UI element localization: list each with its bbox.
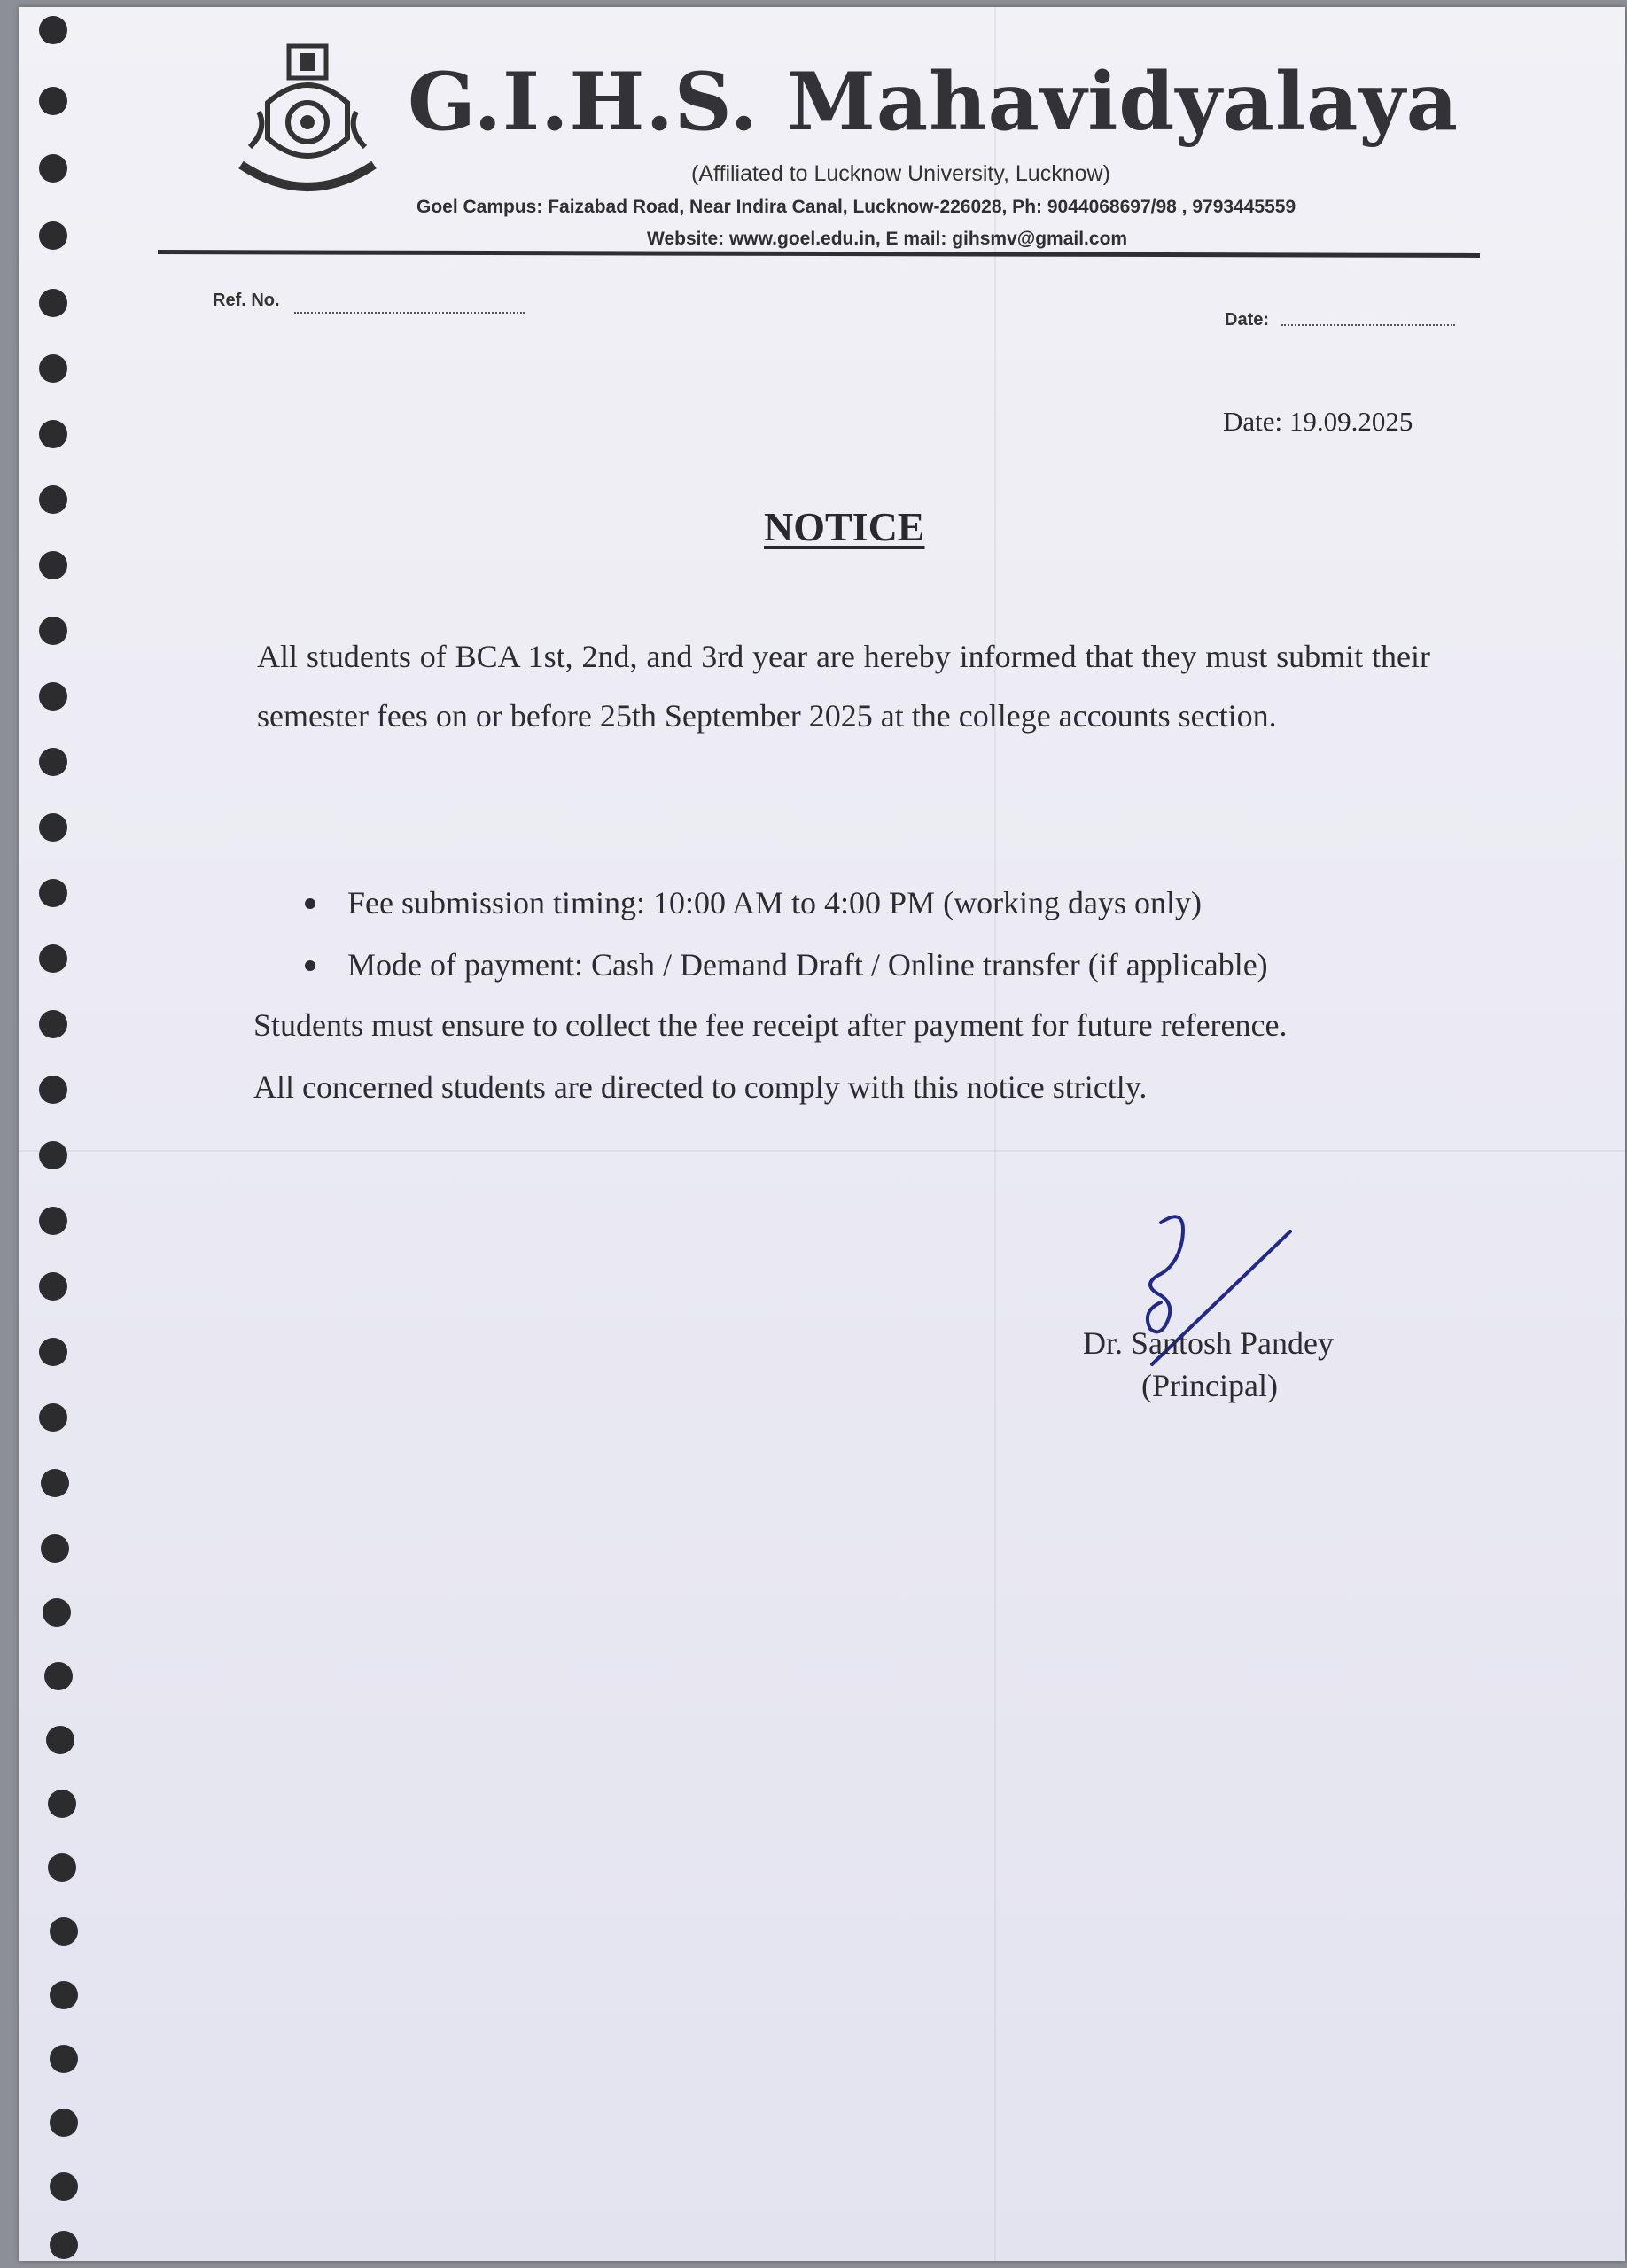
college-emblem-logo (232, 41, 383, 200)
address-line: Goel Campus: Faizabad Road, Near Indira Canal, Lucknow-226028, Ph: 9044068697/98 , 9793445559 (416, 197, 1296, 217)
punch-holes (35, 12, 80, 2263)
signatory-name: Dr. Santosh Pandey (1083, 1325, 1334, 1361)
notice-body: All students of BCA 1st, 2nd, and 3rd year are hereby informed that they must submit their semester fees on or before 25th September 2025 at the college accounts section. (257, 639, 1430, 734)
affiliation-line: (Affiliated to Lucknow University, Lucknow) (691, 161, 1110, 186)
ref-no-label: Ref. No. (213, 291, 280, 310)
ref-no-blank (294, 312, 525, 314)
date-field-blank (1281, 324, 1455, 326)
website-email-line: Website: www.goel.edu.in, E mail: gihsmv@gmail.com (647, 229, 1128, 249)
college-name: G.I.H.S. Mahavidyalaya (408, 55, 1460, 149)
notice-title: NOTICE (764, 504, 925, 549)
signatory-block (1083, 1322, 1334, 1407)
closing-line: All concerned students are directed to comply with this notice strictly. (253, 1069, 1148, 1105)
notice-bullets (301, 872, 1268, 996)
bullet-fee-timing: Fee submission timing: 10:00 AM to 4:00 PM (working days only) (301, 872, 1268, 934)
notice-paper (19, 7, 1625, 2261)
notice-closing (253, 994, 1287, 1118)
fold-line (994, 7, 996, 2261)
closing-line: Students must ensure to collect the fee receipt after payment for future reference. (253, 1007, 1288, 1043)
bullet-payment-mode: Mode of payment: Cash / Demand Draft / Online transfer (if applicable) (301, 934, 1268, 996)
signatory-designation: (Principal) (1141, 1368, 1278, 1403)
notice-date: Date: 19.09.2025 (1223, 406, 1413, 437)
date-field-label: Date: (1225, 310, 1270, 330)
fold-line (19, 1150, 1625, 1152)
